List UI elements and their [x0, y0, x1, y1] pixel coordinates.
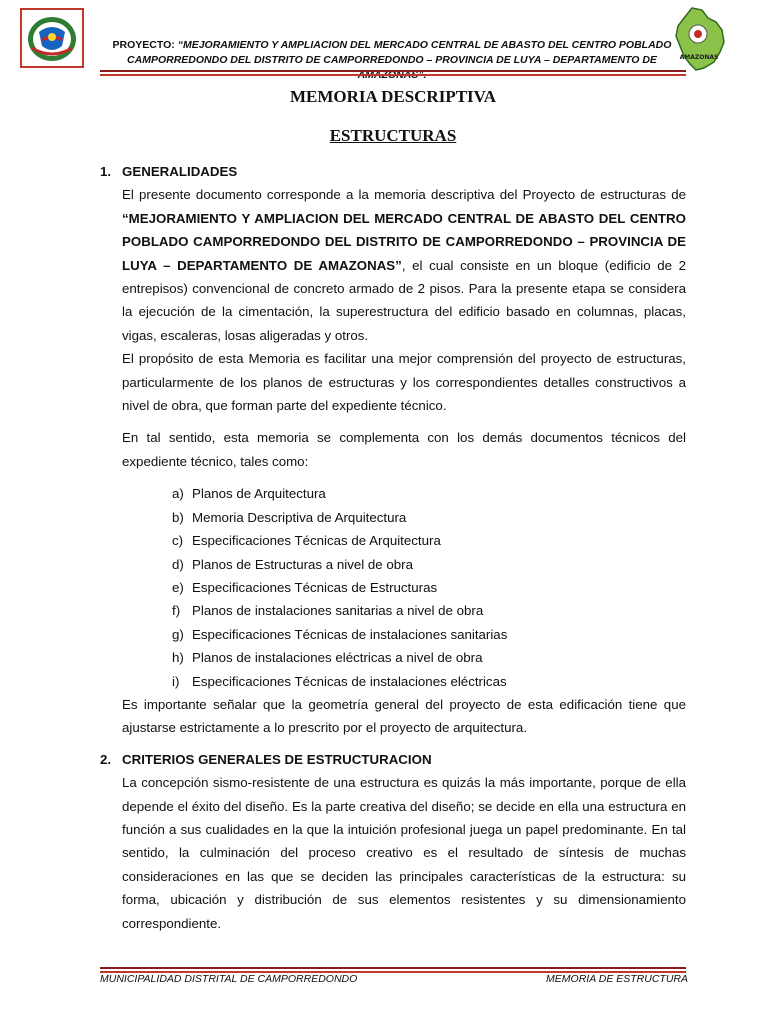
- list-letter: d): [172, 556, 184, 572]
- svg-text:AMAZONAS: AMAZONAS: [679, 54, 719, 61]
- project-name-bold: “MEJORAMIENTO Y AMPLIACION DEL MERCADO CENTRAL DE ABASTO DEL CENTRO POBLADO CAMPORREDONDO DEL DISTRITO DE CAMPORREDONDO – PROVINCIA DE LUYA – DEPARTAMENTO DE AMAZONAS”: [122, 210, 686, 273]
- document-subtitle: ESTRUCTURAS: [329, 126, 457, 145]
- list-item: [172, 646, 686, 669]
- project-title-line2: CAMPORREDONDO DEL DISTRITO DE CAMPORREDONDO – PROVINCIA DE LUYA – DEPARTAMENTO DE: [127, 54, 657, 66]
- list-text: Especificaciones Técnicas de instalaciones sanitarias: [192, 626, 508, 642]
- list-text: Planos de instalaciones sanitarias a nivel de obra: [192, 603, 484, 619]
- section-number: 1.: [100, 164, 112, 179]
- list-text: Planos de Estructuras a nivel de obra: [192, 556, 414, 572]
- project-title-line1: “MEJORAMIENTO Y AMPLIACION DEL MERCADO CENTRAL DE ABASTO DEL CENTRO POBLADO: [177, 39, 672, 51]
- section-1-paragraph-2: El propósito de esta Memoria es facilitar una mejor comprensión del proyecto de estructuras, particularmente de los planos de estructuras y los correspondientes detalles constructivos a nivel de obra, que forman parte del expediente técnico.: [122, 351, 686, 414]
- list-text: Planos de instalaciones eléctricas a nivel de obra: [192, 650, 483, 666]
- list-letter: i): [172, 673, 180, 689]
- header-rule-dark: [100, 70, 686, 72]
- footer-right-text: MEMORIA DE ESTRUCTURA: [546, 973, 688, 985]
- list-text: Memoria Descriptiva de Arquitectura: [192, 509, 407, 525]
- header-project-title: [100, 38, 684, 83]
- list-item: [172, 553, 686, 576]
- section-heading-text: GENERALIDADES: [122, 164, 238, 179]
- list-item: [172, 670, 686, 693]
- list-text: Especificaciones Técnicas de instalaciones eléctricas: [192, 673, 507, 689]
- list-item: [172, 506, 686, 529]
- documents-list: [100, 482, 686, 693]
- list-text: Especificaciones Técnicas de Arquitectura: [192, 533, 441, 549]
- project-label: PROYECTO:: [112, 39, 175, 51]
- section-heading-text: CRITERIOS GENERALES DE ESTRUCTURACION: [122, 751, 432, 767]
- list-item: [172, 529, 686, 552]
- paragraph-text: , el cual consiste en un bloque (edificio de 2 entrepisos) convencional de concreto armado de 2 pisos. Para la presente etapa se considera la ejecución de la cimentación, la superestructura del edificio basado en columnas, placas, vigas, escaleras, losas aligeradas y otros.: [122, 257, 687, 343]
- section-1-paragraph-3: En tal sentido, esta memoria se complementa con los demás documentos técnicos del expediente técnico, tales como:: [122, 430, 686, 469]
- list-letter: b): [172, 509, 184, 525]
- section-1-paragraph-4: Es importante señalar que la geometría general del proyecto de esta edificación tiene que ajustarse estrictamente a lo prescrito por el proyecto de arquitectura.: [122, 696, 686, 736]
- header-line-1: [100, 38, 684, 53]
- footer-left-text: MUNICIPALIDAD DISTRITAL DE CAMPORREDONDO: [100, 973, 358, 985]
- list-letter: h): [172, 650, 184, 666]
- list-letter: f): [172, 603, 181, 619]
- list-text: Planos de Arquitectura: [192, 486, 326, 502]
- list-letter: e): [172, 579, 184, 595]
- document-title: MEMORIA DESCRIPTIVA: [289, 87, 497, 106]
- section-2-paragraph-1: La concepción sismo-resistente de una estructura es quizás la más importante, porque de ella depende el éxito del diseño. Es la parte creativa del diseño; se decide en ella una estructura en función a sus cualidades en la que la intuición profesional juega un papel predominante. En tal sentido, la culminación del proceso creativo es el resultado de síntesis de muchas consideraciones en las que se deciden las principales características de la estructura: su forma, ubicación y distribución de sus elementos resistentes y su dimensionamiento correspondiente.: [122, 775, 686, 931]
- list-letter: c): [172, 533, 184, 549]
- list-item: [172, 576, 686, 599]
- list-text: Especificaciones Técnicas de Estructuras: [192, 579, 438, 595]
- section-1-paragraph-1: [100, 183, 686, 347]
- list-item: [172, 482, 686, 505]
- section-1-heading: [100, 160, 686, 183]
- municipality-logo: [20, 8, 84, 68]
- seal-icon: [22, 10, 82, 66]
- document-body: [100, 160, 686, 935]
- list-letter: a): [172, 486, 184, 502]
- section-number: 2.: [100, 751, 112, 767]
- section-2-heading: [100, 748, 686, 771]
- paragraph-text: El presente documento corresponde a la memoria descriptiva del Proyecto de estructuras de: [122, 187, 686, 203]
- list-item: [172, 599, 686, 622]
- header-rule-light: [100, 74, 686, 76]
- list-item: [172, 623, 686, 646]
- list-letter: g): [172, 626, 184, 642]
- footer-rule-dark: [100, 967, 686, 969]
